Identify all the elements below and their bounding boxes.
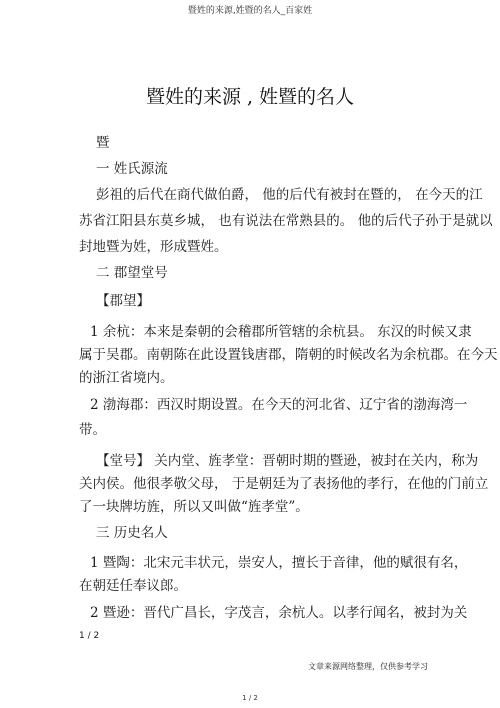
- section-label-ji: 暨: [96, 135, 110, 151]
- paragraph-line: 2 渤海郡：西汉时期设置。在今天的河北省、辽宁省的渤海湾一: [90, 397, 468, 413]
- page-number-bottom: 1 / 2: [242, 694, 258, 702]
- paragraph-line: 1 暨陶：北宋元丰状元，崇安人，擅长于音律，他的赋很有名，: [90, 555, 468, 571]
- heading-surname-origin: 一 姓氏源流: [96, 161, 168, 177]
- paragraph-line: 关内侯。他很孝敬父母， 于是朝廷为了表扬他的孝行，在他的门前立: [79, 476, 489, 492]
- paragraph-line: 【堂号】 关内堂、旌孝堂：晋朝时期的暨逊，被封在关内，称为: [96, 453, 479, 469]
- paragraph-line: 1 余杭：本来是秦朝的会稽郡所管辖的余杭县。 东汉的时候又隶: [90, 324, 472, 340]
- paragraph-line: 2 暨逊：晋代广昌长，字茂言，余杭人。以孝行闻名，被封为关: [90, 605, 468, 621]
- paragraph-line: 封地暨为姓，形成暨姓。: [79, 239, 228, 255]
- paragraph-line: 了一块牌坊旌，所以又叫做“旌孝堂”。: [79, 499, 309, 515]
- paragraph-line: 在朝廷任奉议郎。: [79, 578, 187, 594]
- document-title: 暨姓的来源 , 姓暨的名人: [145, 86, 355, 108]
- footer-note: 文章来源网络整理，仅供参考学习: [308, 662, 428, 671]
- heading-historical-figures: 三 历史名人: [96, 525, 168, 541]
- paragraph-line: 的浙江省境内。: [79, 370, 174, 386]
- browser-page-title: 暨姓的来源,姓暨的名人_百家姓: [187, 6, 313, 16]
- paragraph-line: 属于吴郡。南朝陈在此设置钱唐郡，隋朝的时候改名为余杭郡。在今天: [79, 347, 498, 363]
- paragraph-line: 苏省江阳县东莫乡城， 也有说法在常熟县的。 他的后代子孙于是就以: [79, 213, 493, 229]
- heading-commandery-hall: 二 郡望堂号: [96, 265, 168, 281]
- paragraph-line: 带。: [79, 422, 106, 438]
- subheading-commandery: 【郡望】: [96, 293, 150, 309]
- paragraph-line: 彭祖的后代在商代做伯爵， 他的后代有被封在暨的， 在今天的江: [96, 187, 483, 203]
- page-number-left: 1 / 2: [79, 631, 100, 641]
